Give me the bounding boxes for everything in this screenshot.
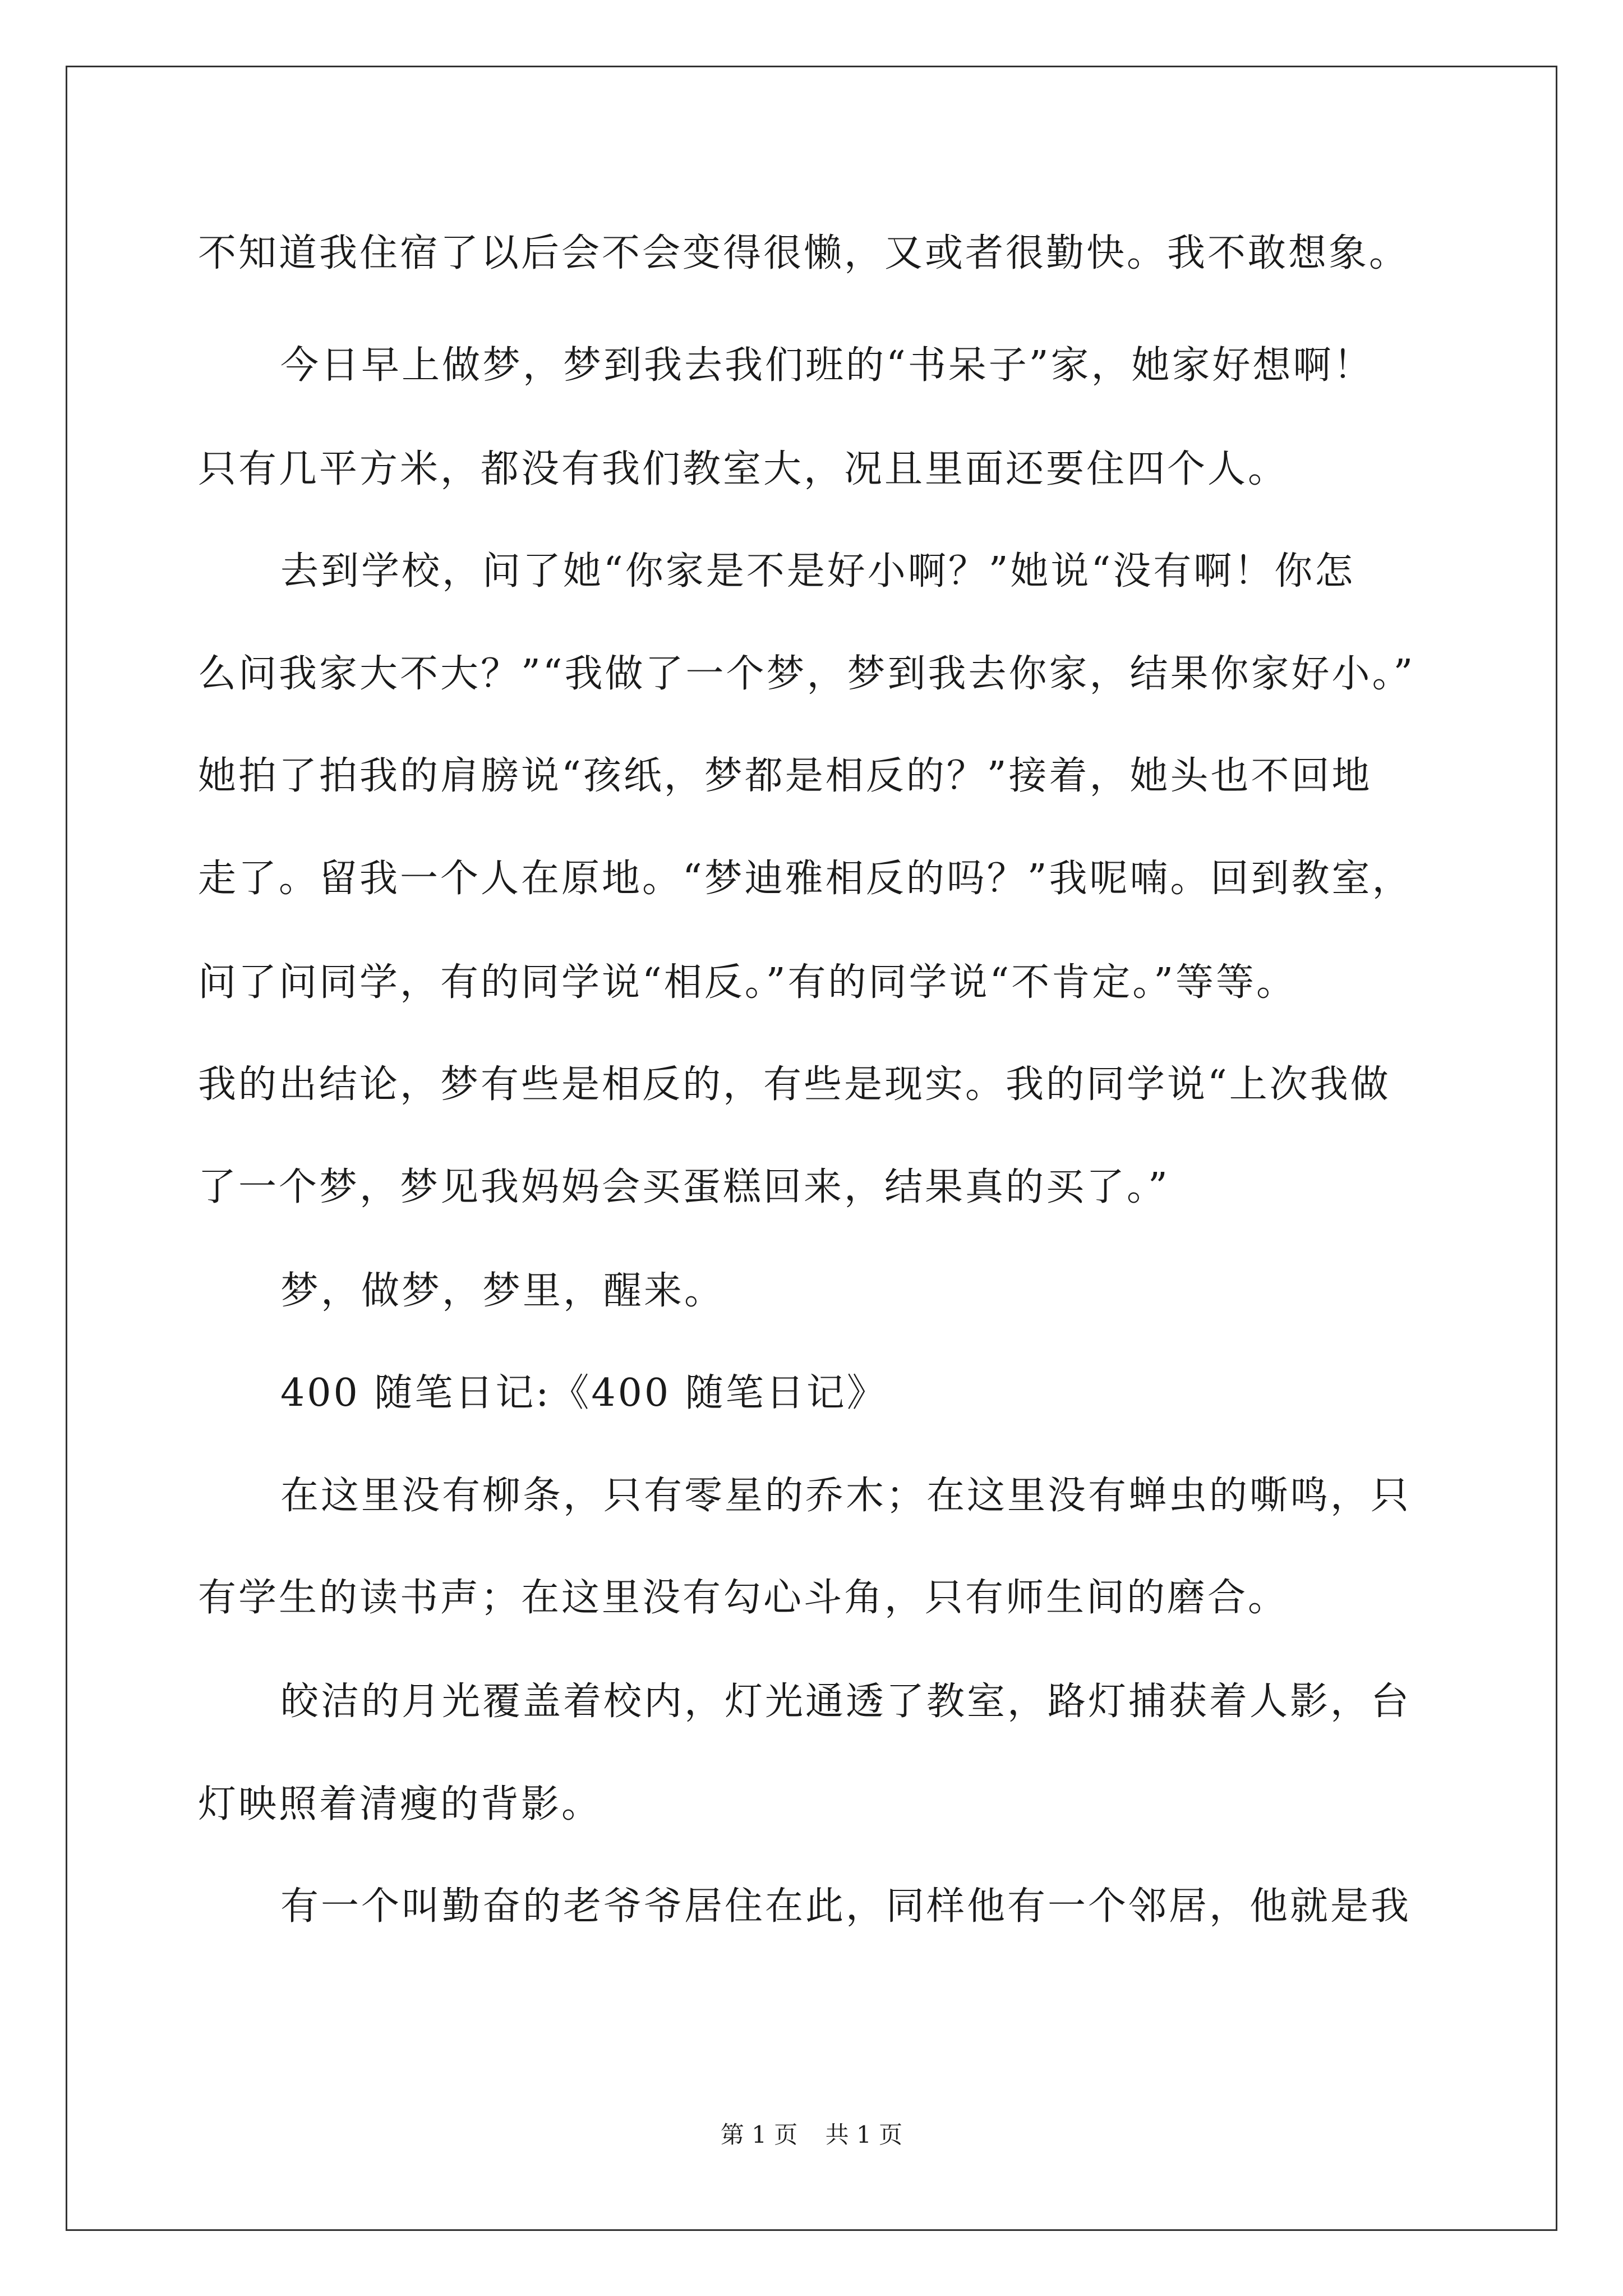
text-line-8: 问了问同学，有的同学说“相反。”有的同学说“不肯定。”等等。	[198, 960, 1297, 1005]
text-line-5: 么问我家大不大？”“我做了一个梦，梦到我去你家，结果你家好小。”	[198, 652, 1415, 696]
page-footer	[0, 2123, 1623, 2147]
text-line-6: 她拍了拍我的肩膀说“孩纸，梦都是相反的？”接着，她头也不回地	[198, 754, 1372, 798]
footer-page-total: 共 1 页	[825, 2121, 903, 2148]
text-line-10: 了一个梦，梦见我妈妈会买蛋糕回来，结果真的买了。”	[198, 1165, 1170, 1209]
text-line-1: 不知道我住宿了以后会不会变得很懒，又或者很勤快。我不敢想象。	[198, 231, 1410, 275]
text-line-7: 走了。留我一个人在原地。“梦迪雅相反的吗？”我呢喃。回到教室，	[198, 857, 1413, 901]
text-line-15: 皎洁的月光覆盖着校内，灯光通透了教室，路灯捕获着人影，台	[280, 1680, 1412, 1724]
text-line-2: 今日早上做梦，梦到我去我们班的“书呆子”家，她家好想啊！	[280, 343, 1374, 388]
footer-page-current: 第 1 页	[720, 2121, 798, 2148]
text-line-13: 在这里没有柳条，只有零星的乔木；在这里没有蝉虫的嘶鸣，只	[280, 1474, 1412, 1518]
text-line-9: 我的出结论，梦有些是相反的，有些是现实。我的同学说“上次我做	[198, 1062, 1391, 1107]
text-line-14: 有学生的读书声；在这里没有勾心斗角，只有师生间的磨合。	[198, 1576, 1289, 1620]
text-line-4: 去到学校，问了她“你家是不是好小啊？”她说“没有啊！你怎	[280, 549, 1355, 593]
text-heading-line: 400 随笔日记:《400 随笔日记》	[280, 1371, 887, 1415]
text-line-16: 灯映照着清瘦的背影。	[198, 1782, 602, 1826]
text-line-11: 梦，做梦，梦里，醒来。	[280, 1269, 725, 1313]
text-line-17: 有一个叫勤奋的老爷爷居住在此，同样他有一个邻居，他就是我	[280, 1884, 1412, 1929]
text-line-3: 只有几平方米，都没有我们教室大，况且里面还要住四个人。	[198, 447, 1289, 491]
